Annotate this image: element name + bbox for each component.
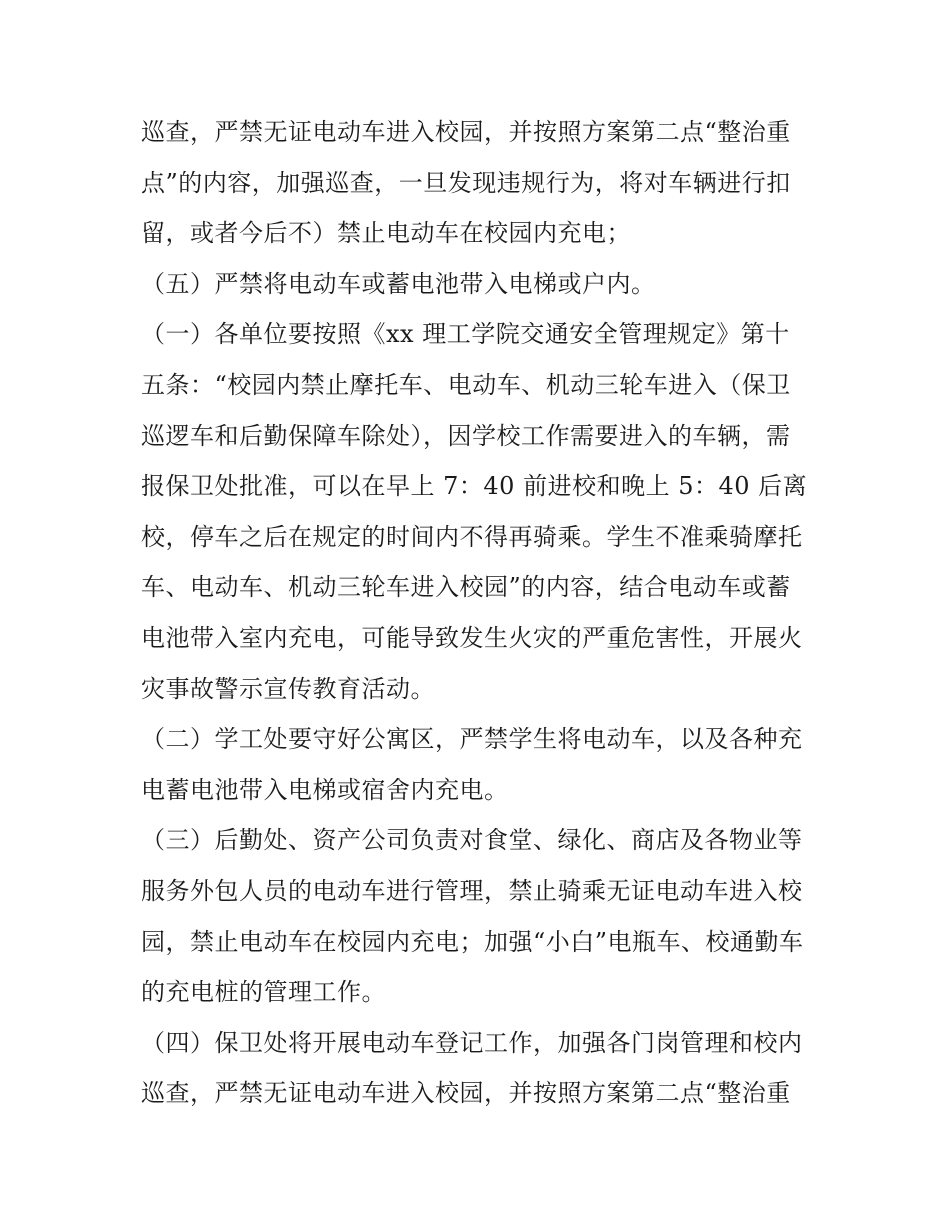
text-line: 校，停车之后在规定的时间内不得再骑乘。学生不准乘骑摩托 xyxy=(141,522,803,551)
text-line: 留，或者今后不）禁止电动车在校园内充电； xyxy=(141,219,631,248)
text-line: 巡逻车和后勤保障车除处），因学校工作需要进入的车辆，需 xyxy=(141,421,791,450)
text-line: 园，禁止电动车在校园内充电；加强“小白”电瓶车、校通勤车 xyxy=(141,927,804,956)
text-line: （四）保卫处将开展电动车登记工作，加强各门岗管理和校内 xyxy=(141,1028,803,1057)
text-line: 车、电动车、机动三轮车进入校园”的内容，结合电动车或蓄 xyxy=(141,573,791,602)
text-line: 电蓄电池带入电梯或宿舍内充电。 xyxy=(141,775,509,804)
text-line: 灾事故警示宣传教育活动。 xyxy=(141,674,435,703)
text-line: 巡查，严禁无证电动车进入校园，并按照方案第二点“整治重 xyxy=(141,1079,791,1108)
text-line: 电池带入室内充电，可能导致发生火灾的严重危害性，开展火 xyxy=(141,623,803,652)
text-line: （一）各单位要按照《xx 理工学院交通安全管理规定》第十 xyxy=(141,320,790,349)
text-line: 点”的内容，加强巡查，一旦发现违规行为，将对车辆进行扣 xyxy=(141,168,791,197)
document-body xyxy=(141,107,821,1119)
text-line: 报保卫处批准，可以在早上 7：40 前进校和晚上 5：40 后离 xyxy=(141,472,808,501)
text-line: 的充电桩的管理工作。 xyxy=(141,978,386,1007)
text-line: （三）后勤处、资产公司负责对食堂、绿化、商店及各物业等 xyxy=(141,826,803,855)
text-line: 五条：“校园内禁止摩托车、电动车、机动三轮车进入（保卫 xyxy=(141,370,791,399)
text-line: 巡查，严禁无证电动车进入校园，并按照方案第二点“整治重 xyxy=(141,118,791,146)
text-line: （五）严禁将电动车或蓄电池带入电梯或户内。 xyxy=(141,269,656,298)
text-line: 服务外包人员的电动车进行管理，禁止骑乘无证电动车进入校 xyxy=(141,876,803,905)
text-line: （二）学工处要守好公寓区，严禁学生将电动车，以及各种充 xyxy=(141,725,803,754)
